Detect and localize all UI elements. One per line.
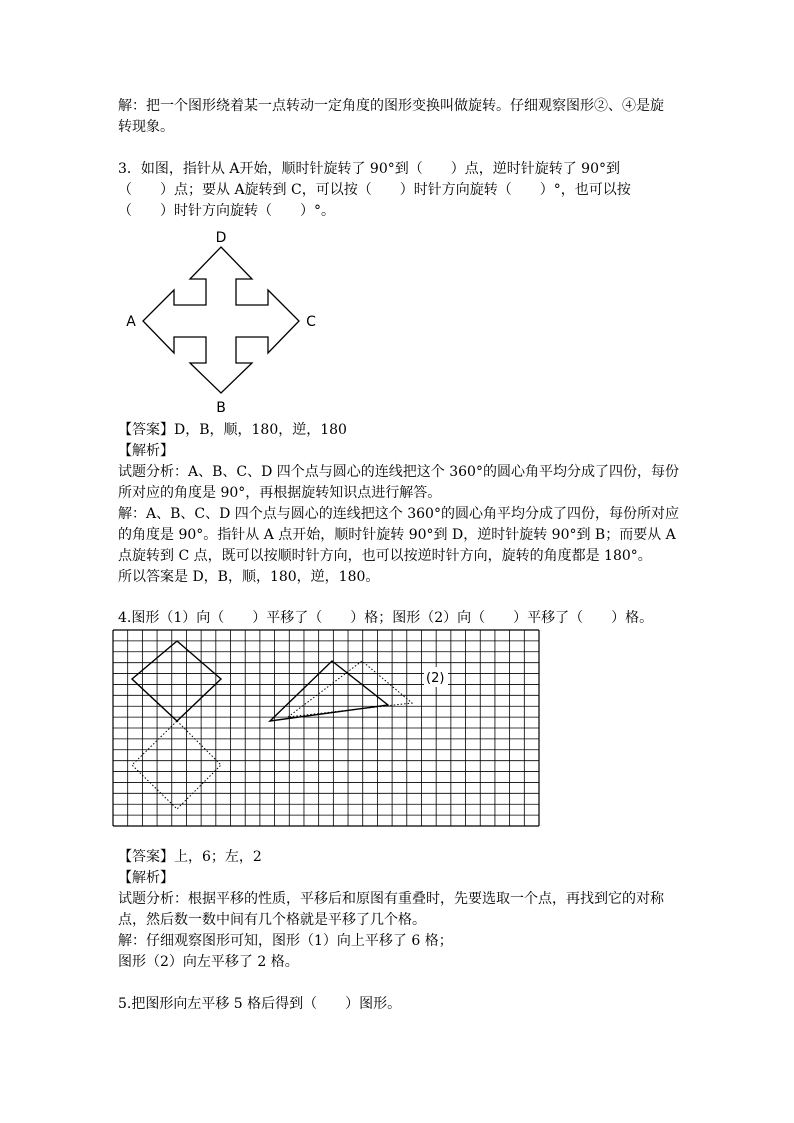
q4-solution-2: 图形（2）向左平移了 2 格。 <box>118 954 299 970</box>
q5-question: 5.把图形向左平移 5 格后得到（ ）图形。 <box>118 996 402 1012</box>
q3-answer: 【答案】D，B，顺，180，逆，180 <box>118 422 347 438</box>
q4-analysis-1: 试题分析：根据平移的性质，平移后和原图有重叠时，先要选取一个点，再找到它的对称 <box>118 891 664 907</box>
q3-analysis-1: 试题分析：A、B、C、D 四个点与圆心的连线把这个 360°的圆心角平均分成了四份，每份 <box>118 464 679 480</box>
q3-analysis-2: 所对应的角度是 90°，再根据旋转知识点进行解答。 <box>118 485 442 501</box>
label-d: D <box>215 230 227 246</box>
four-arrow-shape <box>143 247 299 393</box>
label-c: C <box>306 314 316 330</box>
q4-translation-grid <box>112 629 540 827</box>
q3-solution-4: 所以答案是 D，B，顺，180，逆，180。 <box>118 569 380 585</box>
q3-solution-3: 点旋转到 C 点，既可以按顺时针方向，也可以按逆时针方向，旋转的角度都是 180°。 <box>118 548 652 564</box>
q3-solution-2: 的角度是 90°。指针从 A 点开始，顺时针旋转 90°到 D，逆时针旋转 90°到 B；而要从 A <box>118 527 676 543</box>
label-a: A <box>126 314 136 330</box>
figure-2-label: (2) <box>426 671 445 686</box>
intro-line-1: 解：把一个图形绕着某一点转动一定角度的图形变换叫做旋转。仔细观察图形②、④是旋 <box>118 98 664 114</box>
q4-analysis-title: 【解析】 <box>118 870 174 886</box>
q3-analysis-title: 【解析】 <box>118 443 174 459</box>
q4-answer: 【答案】上，6；左，2 <box>118 849 262 865</box>
q3-line-3: （ ）时针方向旋转（ ）°。 <box>118 203 335 219</box>
q3-solution-1: 解：A、B、C、D 四个点与圆心的连线把这个 360°的圆心角平均分成了四份，每份所对应 <box>118 506 679 522</box>
q3-line-1: 3．如图，指针从 A开始，顺时针旋转了 90°到（ ）点，逆时针旋转了 90°到 <box>118 161 620 177</box>
figure-1-dotted <box>132 721 221 809</box>
intro-line-2: 转现象。 <box>118 119 174 135</box>
label-b: B <box>216 400 226 416</box>
q3-arrow-cross-figure <box>118 222 328 422</box>
q4-analysis-2: 点，然后数一数中间有几个格就是平移了几个格。 <box>118 912 426 928</box>
figure-2-dotted <box>288 661 412 717</box>
q4-solution-1: 解：仔细观察图形可知，图形（1）向上平移了 6 格； <box>118 933 453 949</box>
grid-lines <box>113 630 539 826</box>
figure-1-original <box>132 641 221 721</box>
q4-question: 4.图形（1）向（ ）平移了（ ）格；图形（2）向（ ）平移了（ ）格。 <box>118 610 654 626</box>
q3-line-2: （ ）点；要从 A旋转到 C，可以按（ ）时针方向旋转（ ）°，也可以按 <box>118 182 631 198</box>
